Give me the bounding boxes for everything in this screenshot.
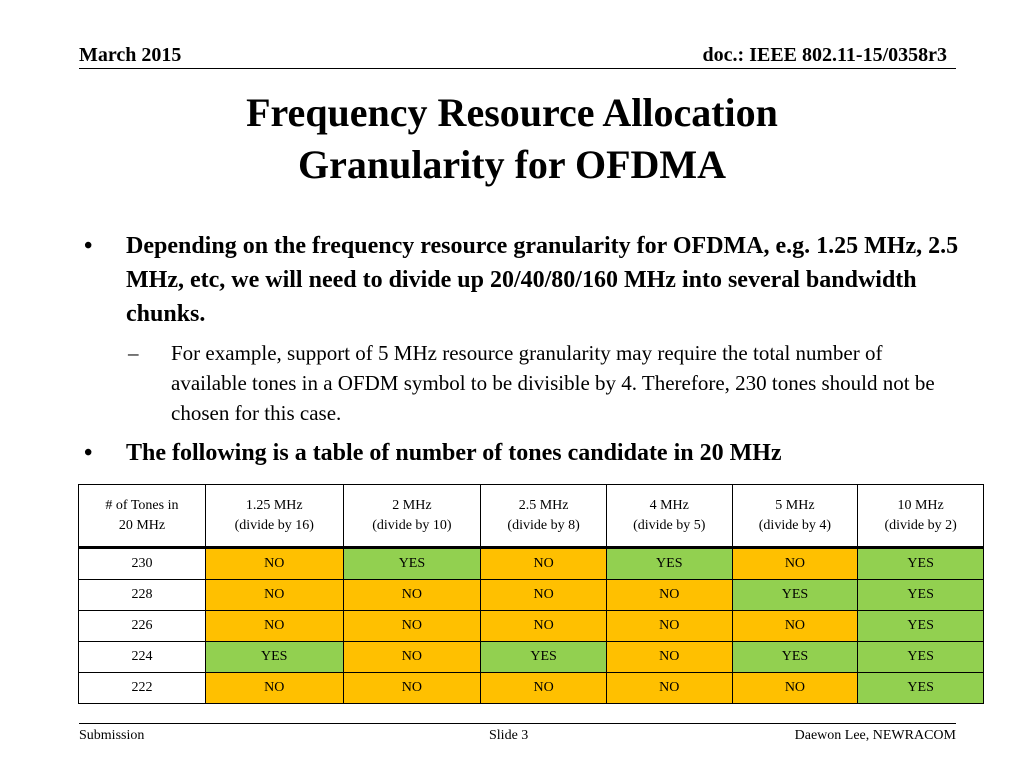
bullet-2-text: The following is a table of number of tones candidate in 20 MHz bbox=[126, 440, 782, 466]
header-line-2: 20 MHz bbox=[118, 517, 166, 533]
divisibility-cell: NO bbox=[732, 673, 858, 704]
header-line-2: (divide by 4) bbox=[758, 517, 832, 533]
header-tones bbox=[79, 485, 206, 548]
divisibility-cell: YES bbox=[858, 673, 984, 704]
bullet-icon: • bbox=[84, 440, 93, 466]
header-line-2: (divide by 10) bbox=[372, 517, 452, 533]
header-line-1: 5 MHz bbox=[775, 497, 815, 513]
divisibility-cell: YES bbox=[858, 642, 984, 673]
title-line-2: Granularity for OFDMA bbox=[297, 142, 727, 187]
header-line-1: # of Tones in bbox=[105, 497, 179, 513]
divisibility-cell: YES bbox=[858, 611, 984, 642]
table-header-row bbox=[79, 485, 984, 548]
divisibility-cell: NO bbox=[343, 580, 481, 611]
bullet-1 bbox=[84, 229, 964, 331]
header-line-1: 2 MHz bbox=[392, 497, 432, 513]
header-granularity bbox=[732, 485, 858, 548]
table-row bbox=[79, 548, 984, 580]
header-granularity bbox=[606, 485, 732, 548]
tone-count-cell: 222 bbox=[79, 673, 206, 704]
header-granularity bbox=[858, 485, 984, 548]
divisibility-cell: NO bbox=[205, 548, 343, 580]
divisibility-cell: NO bbox=[481, 548, 607, 580]
divisibility-cell: YES bbox=[343, 548, 481, 580]
header-line-2: (divide by 5) bbox=[633, 517, 706, 533]
bullet-icon: • bbox=[84, 233, 93, 259]
header-granularity bbox=[481, 485, 607, 548]
footer-rule bbox=[79, 723, 956, 724]
divisibility-cell: YES bbox=[606, 548, 732, 580]
header-granularity bbox=[205, 485, 343, 548]
tone-count-cell: 224 bbox=[79, 642, 206, 673]
header-line-2: (divide by 8) bbox=[507, 517, 580, 533]
sub-bullet-1 bbox=[128, 338, 948, 428]
tone-count-cell: 226 bbox=[79, 611, 206, 642]
divisibility-cell: NO bbox=[732, 611, 858, 642]
bullet-1-text: Depending on the frequency resource granularity for OFDMA, e.g. 1.25 MHz, 2.5 MHz, etc, we will need to divide up 20/40/80/160 MHz into several bandwidth chunks. bbox=[126, 233, 959, 327]
divisibility-cell: NO bbox=[481, 611, 607, 642]
divisibility-cell: NO bbox=[606, 673, 732, 704]
table-row bbox=[79, 673, 984, 704]
divisibility-cell: NO bbox=[343, 611, 481, 642]
table-row bbox=[79, 642, 984, 673]
header-doc-id: doc.: IEEE 802.11-15/0358r3 bbox=[702, 44, 947, 66]
table-row bbox=[79, 611, 984, 642]
header-line-2: (divide by 2) bbox=[884, 517, 957, 533]
footer-slide-number: Slide 3 bbox=[489, 728, 529, 743]
divisibility-cell: YES bbox=[732, 642, 858, 673]
divisibility-cell: NO bbox=[343, 642, 481, 673]
header-line-1: 2.5 MHz bbox=[518, 497, 569, 513]
header-line-2: (divide by 16) bbox=[234, 517, 314, 533]
divisibility-cell: NO bbox=[606, 642, 732, 673]
table-row bbox=[79, 580, 984, 611]
divisibility-cell: NO bbox=[205, 611, 343, 642]
header-date: March 2015 bbox=[79, 44, 182, 66]
divisibility-cell: YES bbox=[858, 548, 984, 580]
divisibility-cell: NO bbox=[481, 580, 607, 611]
header-line-1: 1.25 MHz bbox=[245, 497, 303, 513]
tone-count-cell: 230 bbox=[79, 548, 206, 580]
divisibility-cell: NO bbox=[481, 673, 607, 704]
divisibility-cell: YES bbox=[858, 580, 984, 611]
slide-title bbox=[0, 87, 1024, 191]
tones-table bbox=[78, 484, 984, 704]
header-line-1: 10 MHz bbox=[897, 497, 944, 513]
footer-submission: Submission bbox=[79, 728, 145, 743]
header-rule bbox=[79, 68, 956, 69]
divisibility-cell: NO bbox=[205, 580, 343, 611]
divisibility-cell: YES bbox=[205, 642, 343, 673]
bullet-2 bbox=[84, 436, 964, 470]
table-body bbox=[79, 548, 984, 704]
divisibility-cell: YES bbox=[732, 580, 858, 611]
sub-bullet-1-text: For example, support of 5 MHz resource granularity may require the total number of available tones in a OFDM symbol to be divisible by 4. Therefore, 230 tones should not be chosen for this case. bbox=[171, 341, 935, 425]
dash-icon: – bbox=[128, 341, 139, 365]
header-granularity bbox=[343, 485, 481, 548]
divisibility-cell: NO bbox=[606, 611, 732, 642]
title-line-1: Frequency Resource Allocation bbox=[246, 90, 778, 135]
divisibility-cell: NO bbox=[343, 673, 481, 704]
footer-author: Daewon Lee, NEWRACOM bbox=[794, 728, 956, 743]
tone-count-cell: 228 bbox=[79, 580, 206, 611]
divisibility-cell: NO bbox=[606, 580, 732, 611]
header-line-1: 4 MHz bbox=[649, 497, 689, 513]
divisibility-cell: NO bbox=[205, 673, 343, 704]
divisibility-cell: NO bbox=[732, 548, 858, 580]
divisibility-cell: YES bbox=[481, 642, 607, 673]
